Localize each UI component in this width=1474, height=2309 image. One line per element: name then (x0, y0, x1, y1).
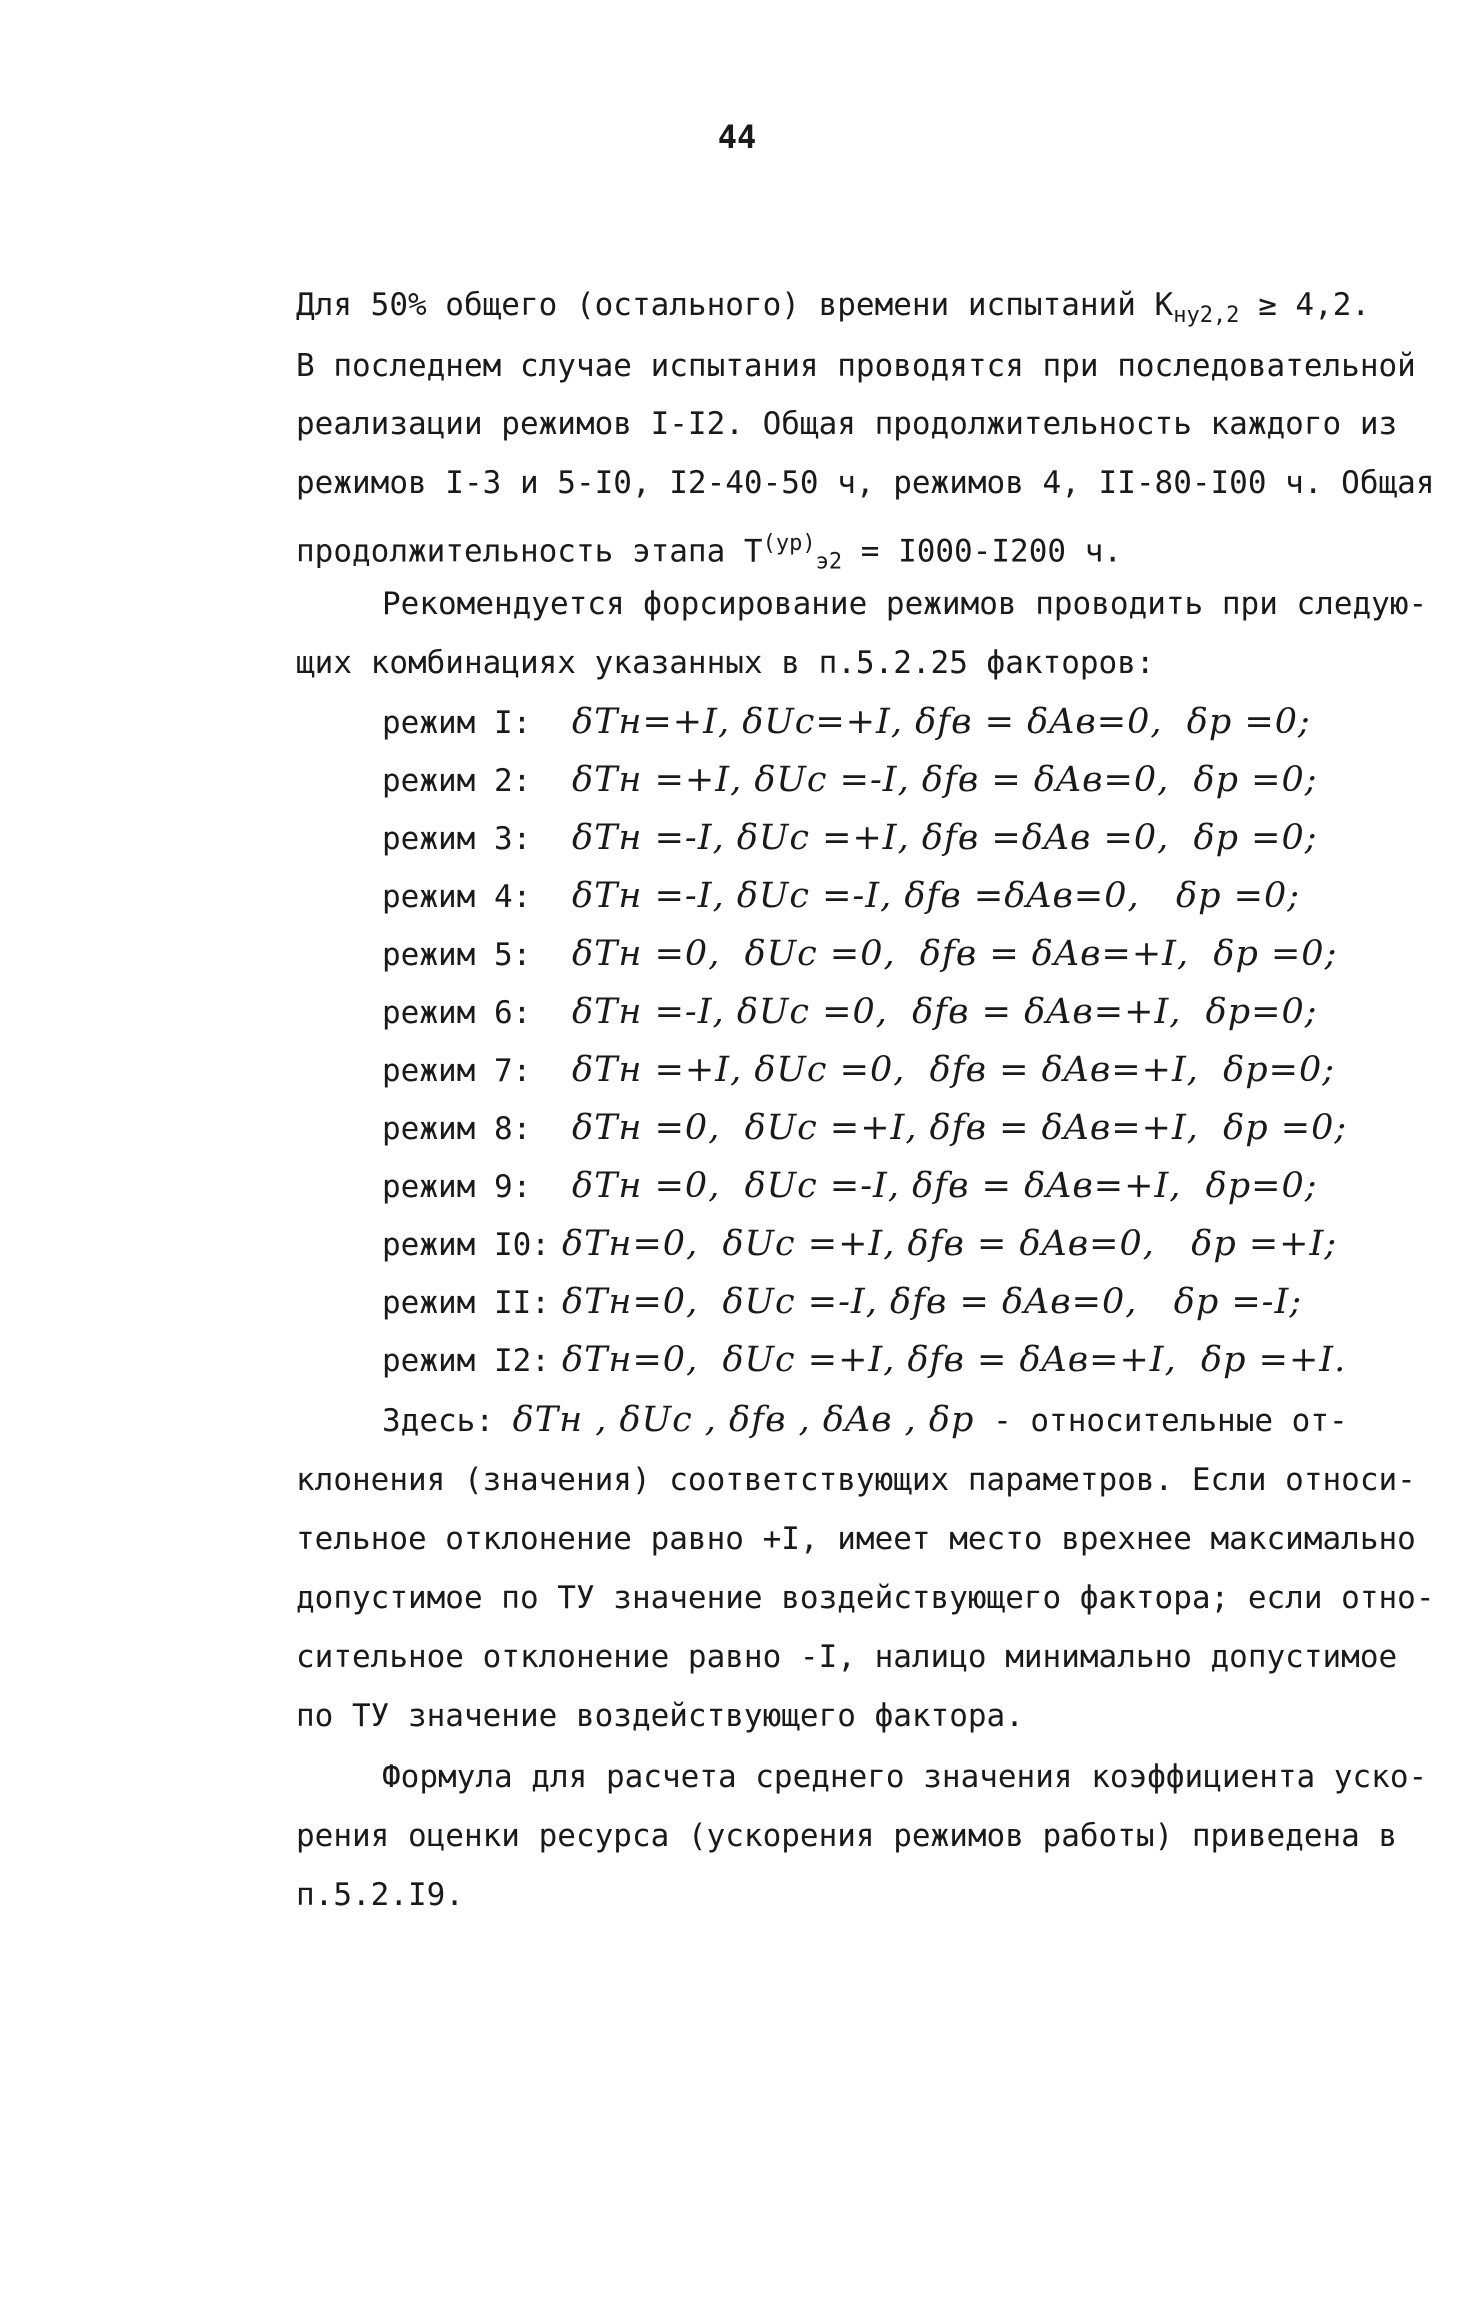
paragraph3-line1 (382, 1400, 1348, 1441)
page-number: 44 (717, 118, 757, 156)
regime-formula: δТн =-I, δUс =+I, δfв =δAв =0, δр =0; (572, 818, 1318, 858)
paragraph1-line1 (296, 285, 1370, 336)
paragraph4-line3: п.5.2.I9. (296, 1877, 464, 1913)
text-span: ≥ 4,2. (1239, 287, 1371, 323)
subscript: э2 (815, 549, 843, 575)
regime-label: режим 2: (382, 763, 532, 799)
regime-label: режим I2: (382, 1343, 550, 1379)
regime-formula: δТн=0, δUс =-I, δfв = δAв=0, δр =-I; (562, 1282, 1303, 1322)
regime-label: режим II: (382, 1285, 550, 1321)
regime-label: режим I: (382, 705, 532, 741)
regime-item (382, 702, 1311, 743)
paragraph3-line4: допустимое по ТУ значение воздействующего фактора; если отно- (296, 1580, 1435, 1616)
regime-label: режим 4: (382, 879, 532, 915)
text-span: продолжительность этапа Т (296, 533, 763, 570)
regime-label: режим 7: (382, 1053, 532, 1089)
regime-label: режим 6: (382, 995, 532, 1031)
regime-item (382, 992, 1318, 1033)
regime-item (382, 818, 1318, 859)
subscript: ну2,2 (1173, 303, 1240, 329)
regime-formula: δТн =+I, δUс =-I, δfв = δAв=0, δр =0; (572, 760, 1318, 800)
paragraph1-line2: В последнем случае испытания проводятся при последовательной (296, 348, 1416, 384)
paragraph1-line3: реализации режимов I-I2. Общая продолжительность каждого из (296, 406, 1398, 442)
regime-item (382, 934, 1337, 975)
regime-item (382, 1340, 1346, 1381)
regime-formula: δТн=0, δUс =+I, δfв = δAв=+I, δр =+I. (562, 1340, 1347, 1380)
paragraph1-line5 (296, 524, 1122, 583)
regime-label: режим I0: (382, 1227, 550, 1263)
regime-formula: δТн =-I, δUс =0, δfв = δAв=+I, δр=0; (572, 992, 1318, 1032)
paragraph3-line2: клонения (значения) соответствующих параметров. Если относи- (296, 1462, 1416, 1498)
paragraph3-line5: сительное отклонение равно -I, налицо минимально допустимое (296, 1639, 1398, 1675)
regime-item (382, 876, 1300, 917)
superscript: (ур) (762, 531, 816, 556)
regime-formula: δТн =+I, δUс =0, δfв = δAв=+I, δр=0; (572, 1050, 1336, 1090)
regime-item (382, 760, 1318, 801)
regime-item (382, 1108, 1347, 1149)
regime-formula: δТн =0, δUс =0, δfв = δAв=+I, δр =0; (572, 934, 1338, 974)
symbol-list: δТн , δUс , δfв , δAв , δр (512, 1400, 975, 1440)
regime-item (382, 1224, 1337, 1265)
paragraph4-line1: Формула для расчета среднего значения коэффициента уско- (382, 1759, 1428, 1795)
paragraph2-line1: Рекомендуется форсирование режимов проводить при следую- (382, 586, 1428, 622)
paragraph4-line2: рения оценки ресурса (ускорения режимов работы) приведена в (296, 1818, 1398, 1854)
regime-formula: δТн=+I, δUс=+I, δfв = δAв=0, δр =0; (572, 702, 1311, 742)
regime-formula: δТн=0, δUс =+I, δfв = δAв=0, δр =+I; (562, 1224, 1338, 1264)
paragraph3-line3: тельное отклонение равно +I, имеет место врехнее максимально (296, 1521, 1416, 1557)
regime-label: режим 5: (382, 937, 532, 973)
regime-label: режим 3: (382, 821, 532, 857)
regime-label: режим 8: (382, 1111, 532, 1147)
text-span: = I000-I200 ч. (842, 533, 1123, 570)
regime-item (382, 1050, 1335, 1091)
regime-formula: δТн =0, δUс =-I, δfв = δAв=+I, δр=0; (572, 1166, 1318, 1206)
text-span: Для 50% общего (остального) времени испытаний К (296, 287, 1174, 323)
regime-formula: δТн =-I, δUс =-I, δfв =δAв=0, δр =0; (572, 876, 1301, 916)
text-span: Здесь: (382, 1403, 513, 1439)
paragraph3-line6: по ТУ значение воздействующего фактора. (296, 1698, 1024, 1734)
regime-item (382, 1282, 1302, 1323)
regime-label: режим 9: (382, 1169, 532, 1205)
text-span: - относительные от- (974, 1403, 1348, 1439)
paragraph1-line4: режимов I-3 и 5-I0, I2-40-50 ч, режимов 4, II-80-I00 ч. Общая (296, 465, 1435, 501)
paragraph2-line2: щих комбинациях указанных в п.5.2.25 факторов: (296, 645, 1155, 681)
regime-formula: δТн =0, δUс =+I, δfв = δAв=+I, δр =0; (572, 1108, 1348, 1148)
regime-item (382, 1166, 1318, 1207)
